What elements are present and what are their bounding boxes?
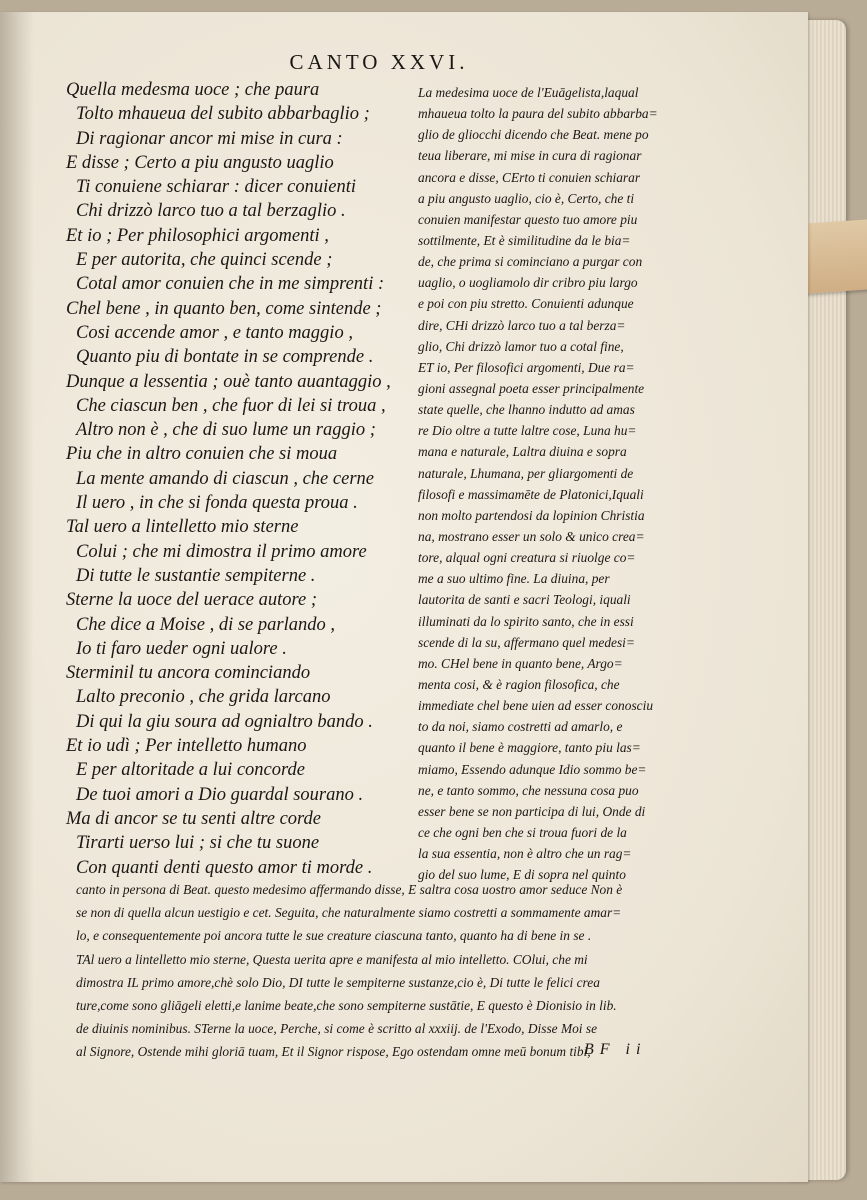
commentary-line: filosofi e massimamēte de Platonici,Iquali: [418, 486, 644, 502]
verse-line: Sterminil tu ancora cominciando: [66, 663, 311, 684]
commentary-line: ce che ogni ben che si troua fuori de la: [418, 824, 627, 840]
commentary-line: TAl uero a lintelletto mio sterne, Questa uerita apre e manifesta al mio intelletto. COlui, che mi: [76, 951, 588, 967]
verse-line: Di ragionar ancor mi mise in cura :: [76, 128, 343, 149]
verse-line: De tuoi amori a Dio guardal sourano .: [76, 784, 364, 805]
commentary-line: mo. CHel bene in quanto bene, Argo=: [418, 655, 623, 671]
commentary-line: de, che prima si cominciano a purgar con: [418, 254, 643, 270]
commentary-line: a piu angusto uaglio, cio è, Certo, che ti: [418, 190, 635, 206]
commentary-line: glio de gliocchi dicendo che Beat. mene po: [418, 127, 649, 143]
commentary-line: lautorita de santi e sacri Teologi, iquali: [418, 592, 631, 608]
verse-column: [66, 78, 406, 880]
commentary-line: to da noi, siamo costretti ad amarlo, e: [418, 719, 623, 735]
verse-line: Dunque a lessentia ; ouè tanto auantaggio ,: [66, 371, 391, 392]
commentary-line: menta cosi, & è ragion filosofica, che: [418, 676, 620, 692]
commentary-line: al Signore, Ostende mihi gloriā tuam, Et il Signor rispose, Ego ostendam omne meū bonum tibi,: [76, 1044, 591, 1060]
commentary-line: dimostra IL primo amore,chè solo Dio, DI tutte le sempiterne sustanze,cio è, Di tutte le felici crea: [76, 974, 600, 990]
verse-line: Sterne la uoce del uerace autore ;: [66, 590, 318, 611]
verse-line: Quanto piu di bontate in se comprende .: [76, 347, 374, 368]
verse-line: Et io udì ; Per intelletto humano: [66, 736, 307, 757]
verse-line: Tal uero a lintelletto mio sterne: [66, 517, 299, 538]
commentary-line: miamo, Essendo adunque Idio sommo be=: [418, 761, 647, 777]
verse-line: La mente amando di ciascun , che cerne: [76, 468, 374, 489]
commentary-line: se non di quella alcun uestigio e cet. Seguita, che naturalmente siamo costretti a sommamente amar=: [76, 905, 622, 921]
commentary-line: teua liberare, mi mise in cura di ragionar: [418, 148, 642, 164]
commentary-line: ture,come sono gliāgeli eletti,e lanime beate,che sono sempiterne sustātie, E questo è Dionisio in lib.: [76, 997, 617, 1013]
verse-line: Altro non è , che di suo lume un raggio ;: [76, 420, 376, 441]
commentary-line: non molto partendosi da lopinion Christia: [418, 507, 645, 523]
commentary-line: La medesima uoce de l'Euāgelista,laqual: [418, 85, 639, 100]
commentary-line: ET io, Per filosofici argomenti, Due ra=: [418, 359, 635, 375]
commentary-line: lo, e consequentemente poi ancora tutte le sue creature ciascuna tanto, quanto ha di bene in se .: [76, 928, 592, 944]
commentary-line: state quelle, che lhanno indutto ad amas: [418, 402, 635, 418]
commentary-line: mana e naturale, Laltra diuina e sopra: [418, 444, 627, 460]
commentary-line: uaglio, o uogliamolo dir cribro piu largo: [418, 275, 638, 291]
commentary-line: tore, alqual ogni creatura si riuolge co=: [418, 550, 636, 566]
page-gutter-shadow: [0, 12, 34, 1182]
commentary-line: gioni assegnal poeta esser principalmente: [418, 380, 645, 396]
verse-line: Chel bene , in quanto ben, come sintende ;: [66, 298, 382, 319]
commentary-line: esser bene se non participa di lui, Onde di: [418, 803, 646, 819]
commentary-column: [418, 82, 686, 885]
commentary-line: ancora e disse, CErto ti conuien schiarar: [418, 169, 641, 185]
verse-line: Quella medesma uoce ; che paura: [66, 80, 320, 100]
commentary-line: glio, Chi drizzò lamor tuo a cotal fine,: [418, 338, 624, 354]
commentary-line: illuminati da lo spirito santo, che in essi: [418, 613, 634, 629]
verse-line: Con quanti denti questo amor ti morde .: [76, 857, 373, 878]
commentary-line: immediate chel bene uien ad esser conosciu: [418, 698, 654, 714]
verse-line: Che dice a Moise , di se parlando ,: [76, 614, 335, 635]
verse-line: Tolto mhaueua del subito abbarbaglio ;: [76, 104, 370, 125]
commentary-line: mhaueua tolto la paura del subito abbarba=: [418, 106, 658, 122]
commentary-continuation: [76, 878, 696, 1064]
verse-line: Ma di ancor se tu senti altre corde: [66, 808, 322, 829]
verse-line: Colui ; che mi dimostra il primo amore: [76, 541, 367, 562]
verse-line: E disse ; Certo a piu angusto uaglio: [66, 152, 334, 173]
commentary-line: naturale, Lhumana, per gliargomenti de: [418, 465, 634, 481]
verse-line: Di qui la giu soura ad ognialtro bando .: [76, 711, 373, 732]
running-head: CANTO XXVI.: [289, 50, 469, 74]
commentary-line: e poi con piu stretto. Conuienti adunque: [418, 296, 634, 312]
commentary-line: conuien manifestar questo tuo amore piu: [418, 211, 638, 227]
verse-line: Che ciascun ben , che fuor di lei si troua ,: [76, 395, 386, 416]
commentary-line: scende di la su, affermano quel medesi=: [418, 634, 635, 650]
verse-line: Ti conuiene schiarar : dicer conuienti: [76, 177, 357, 198]
commentary-line: ne, e tanto sommo, che nessuna cosa puo: [418, 782, 639, 798]
commentary-line: gio del suo lume, E di sopra nel quinto: [418, 867, 626, 883]
commentary-line: na, mostrano esser un solo & unico crea=: [418, 528, 645, 544]
verse-line: Io ti faro ueder ogni ualore .: [76, 638, 287, 659]
commentary-line: la sua essentia, non è altro che un rag=: [418, 846, 632, 862]
commentary-line: canto in persona di Beat. questo medesimo affermando disse, E saltra cosa uostro amor seduce Non è: [76, 882, 623, 897]
verse-line: Cosi accende amor , e tanto maggio ,: [76, 322, 353, 343]
commentary-line: sottilmente, Et è similitudine da le bia=: [418, 232, 631, 248]
verse-line: Tirarti uerso lui ; si che tu suone: [76, 833, 320, 854]
verse-line: E per autorita, che quinci scende ;: [76, 250, 333, 271]
commentary-line: me a suo ultimo fine. La diuina, per: [418, 571, 610, 587]
verse-line: Piu che in altro conuien che si moua: [66, 444, 338, 465]
signature-mark: BF ii: [584, 1041, 647, 1058]
verse-line: Chi drizzò larco tuo a tal berzaglio .: [76, 201, 346, 222]
commentary-line: de diuinis nominibus. STerne la uoce, Perche, si come è scritto al xxxiij. de l'Exodo, Disse Moi se: [76, 1021, 598, 1037]
verse-line: Et io ; Per philosophici argomenti ,: [66, 225, 329, 246]
verse-line: Cotal amor conuien che in me simprenti :: [76, 274, 385, 295]
commentary-line: re Dio oltre a tutte laltre cose, Luna hu=: [418, 423, 637, 439]
verse-line: Il uero , in che si fonda questa proua .: [76, 493, 358, 514]
commentary-line: quanto il bene è maggiore, tanto piu las=: [418, 740, 641, 756]
verse-line: Lalto preconio , che grida larcano: [76, 687, 331, 708]
commentary-line: dire, CHi drizzò larco tuo a tal berza=: [418, 317, 626, 333]
verse-line: E per altoritade a lui concorde: [76, 760, 305, 781]
verse-line: Di tutte le sustantie sempiterne .: [76, 565, 316, 586]
